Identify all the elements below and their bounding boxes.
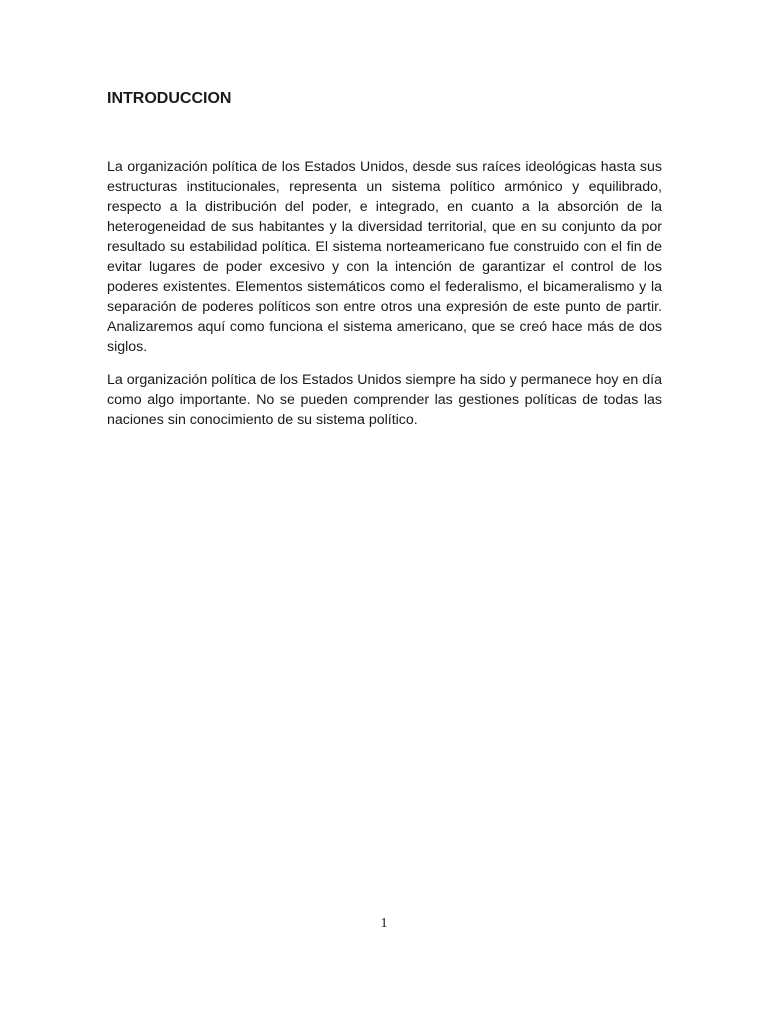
paragraph-2: La organización política de los Estados Unidos siempre ha sido y permanece hoy en día como algo importante. No se pueden comprender las gestiones políticas de todas las naciones sin conocimiento de su sistema político.	[107, 372, 662, 428]
page-number: 1	[380, 916, 388, 931]
document-title: INTRODUCCION	[107, 90, 232, 107]
paragraph-1: La organización política de los Estados Unidos, desde sus raíces ideológicas hasta sus estructuras institucionales, representa un sistema político armónico y equilibrado, respecto a la distribución del poder, e integrado, en cuanto a la absorción de la heterogeneidad de sus habitantes y la diversidad territorial, que en su conjunto da por resultado su estabilidad política. El sistema norteamericano fue construido con el fin de evitar lugares de poder excesivo y con la intención de garantizar el control de los poderes existentes. Elementos sistemáticos como el federalismo, el bicameralismo y la separación de poderes políticos son entre otros una expresión de este punto de partir. Analizaremos aquí como funciona el sistema americano, que se creó hace más de dos siglos.	[107, 159, 662, 355]
document-body	[107, 157, 662, 430]
